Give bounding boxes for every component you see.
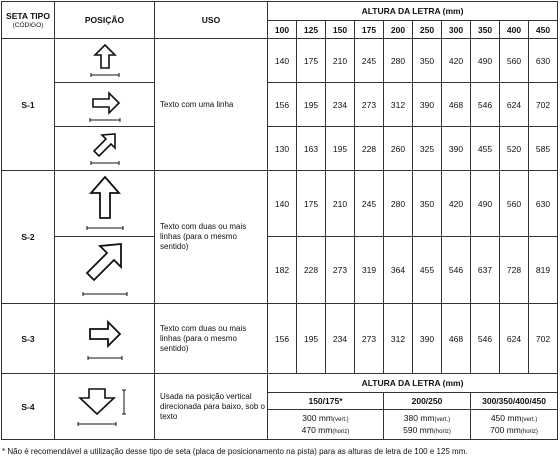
value-cell: 350 <box>413 39 442 83</box>
value-cell: 702 <box>529 83 558 127</box>
uso-s1: Texto com uma linha <box>155 39 268 171</box>
footnote: * Não é recomendável a utilização desse tipo de seta (placa de posicionamento na pista) para as alturas de letra de 100 e 125 mm. <box>2 447 468 456</box>
header-altura: ALTURA DA LETRA (mm) <box>268 2 558 21</box>
header-tipo: SETA TIPO (CÓDIGO) <box>2 2 55 39</box>
type-code-s3: S-3 <box>2 304 55 374</box>
value-cell: 312 <box>384 304 413 374</box>
value-cell: 210 <box>326 171 355 237</box>
arrow-type-table <box>1 1 558 440</box>
header-posicao: POSIÇÃO <box>55 2 155 39</box>
value-cell: 490 <box>471 39 500 83</box>
arrow-up-large-icon <box>83 174 127 234</box>
position-cell <box>55 39 155 83</box>
value-cell: 630 <box>529 171 558 237</box>
position-cell <box>55 171 155 237</box>
arrow-diagonal-icon <box>85 130 125 168</box>
value-cell: 546 <box>442 237 471 304</box>
value-cell: 420 <box>442 171 471 237</box>
value-cell: 390 <box>442 127 471 171</box>
type-code-s1: S-1 <box>2 39 55 171</box>
value-cell: 130 <box>268 127 297 171</box>
value-cell: 175 <box>297 171 326 237</box>
s4-group-label: 300/350/400/450 <box>471 393 558 410</box>
value-cell: 140 <box>268 171 297 237</box>
value-cell: 245 <box>355 39 384 83</box>
s4-group-label: 200/250 <box>384 393 471 410</box>
value-cell: 560 <box>500 39 529 83</box>
value-cell: 156 <box>268 304 297 374</box>
value-cell: 228 <box>297 237 326 304</box>
table-row <box>2 237 558 304</box>
value-cell: 280 <box>384 171 413 237</box>
size-header: 250 <box>413 21 442 39</box>
value-cell: 520 <box>500 127 529 171</box>
position-cell <box>55 374 155 440</box>
size-header: 200 <box>384 21 413 39</box>
s4-group-label: 150/175* <box>268 393 384 410</box>
table-row <box>2 83 558 127</box>
size-header: 350 <box>471 21 500 39</box>
arrow-right-icon <box>83 86 127 124</box>
uso-s2: Texto com duas ou mais linhas (para o mesmo sentido) <box>155 171 268 304</box>
value-cell: 624 <box>500 304 529 374</box>
size-header: 400 <box>500 21 529 39</box>
size-header: 100 <box>268 21 297 39</box>
table-row <box>2 127 558 171</box>
value-cell: 455 <box>413 237 442 304</box>
value-cell: 819 <box>529 237 558 304</box>
value-cell: 273 <box>355 83 384 127</box>
value-cell: 195 <box>297 83 326 127</box>
value-cell: 195 <box>326 127 355 171</box>
uso-s3: Texto com duas ou mais linhas (para o mesmo sentido) <box>155 304 268 374</box>
uso-s4: Usada na posição vertical direcionada para baixo, sob o texto <box>155 374 268 440</box>
value-cell: 490 <box>471 171 500 237</box>
value-cell: 280 <box>384 39 413 83</box>
type-code-s2: S-2 <box>2 171 55 304</box>
value-cell: 420 <box>442 39 471 83</box>
value-cell: 468 <box>442 83 471 127</box>
value-cell: 228 <box>355 127 384 171</box>
value-cell: 260 <box>384 127 413 171</box>
s4-dimension-cell: 300 mm(vert.) 470 mm(horiz) <box>268 410 384 440</box>
value-cell: 546 <box>471 83 500 127</box>
value-cell: 585 <box>529 127 558 171</box>
value-cell: 728 <box>500 237 529 304</box>
value-cell: 390 <box>413 83 442 127</box>
s4-altura-header: ALTURA DA LETRA (mm) <box>268 374 558 393</box>
value-cell: 210 <box>326 39 355 83</box>
s4-dimension-cell: 380 mm(vert.) 590 mm(horiz) <box>384 410 471 440</box>
type-code-s4: S-4 <box>2 374 55 440</box>
value-cell: 312 <box>384 83 413 127</box>
value-cell: 325 <box>413 127 442 171</box>
size-header: 125 <box>297 21 326 39</box>
value-cell: 364 <box>384 237 413 304</box>
value-cell: 350 <box>413 171 442 237</box>
table-row <box>2 171 558 237</box>
value-cell: 560 <box>500 171 529 237</box>
s4-dimension-cell: 450 mm(vert.) 700 mm(horiz) <box>471 410 558 440</box>
size-header: 175 <box>355 21 384 39</box>
arrow-right-large-icon <box>80 314 130 364</box>
position-cell <box>55 83 155 127</box>
header-uso: USO <box>155 2 268 39</box>
value-cell: 319 <box>355 237 384 304</box>
value-cell: 156 <box>268 83 297 127</box>
value-cell: 234 <box>326 304 355 374</box>
value-cell: 390 <box>413 304 442 374</box>
value-cell: 546 <box>471 304 500 374</box>
position-cell <box>55 304 155 374</box>
value-cell: 163 <box>297 127 326 171</box>
value-cell: 140 <box>268 39 297 83</box>
position-cell <box>55 127 155 171</box>
arrow-diagonal-large-icon <box>77 239 133 301</box>
arrow-down-icon <box>74 384 136 430</box>
value-cell: 630 <box>529 39 558 83</box>
table-row <box>2 374 558 393</box>
value-cell: 637 <box>471 237 500 304</box>
value-cell: 702 <box>529 304 558 374</box>
size-header: 300 <box>442 21 471 39</box>
table-row <box>2 304 558 374</box>
value-cell: 182 <box>268 237 297 304</box>
value-cell: 195 <box>297 304 326 374</box>
value-cell: 624 <box>500 83 529 127</box>
value-cell: 273 <box>355 304 384 374</box>
table-row <box>2 39 558 83</box>
value-cell: 468 <box>442 304 471 374</box>
value-cell: 234 <box>326 83 355 127</box>
value-cell: 273 <box>326 237 355 304</box>
value-cell: 175 <box>297 39 326 83</box>
size-header: 450 <box>529 21 558 39</box>
arrow-up-icon <box>85 42 125 80</box>
size-header: 150 <box>326 21 355 39</box>
value-cell: 245 <box>355 171 384 237</box>
position-cell <box>55 237 155 304</box>
value-cell: 455 <box>471 127 500 171</box>
